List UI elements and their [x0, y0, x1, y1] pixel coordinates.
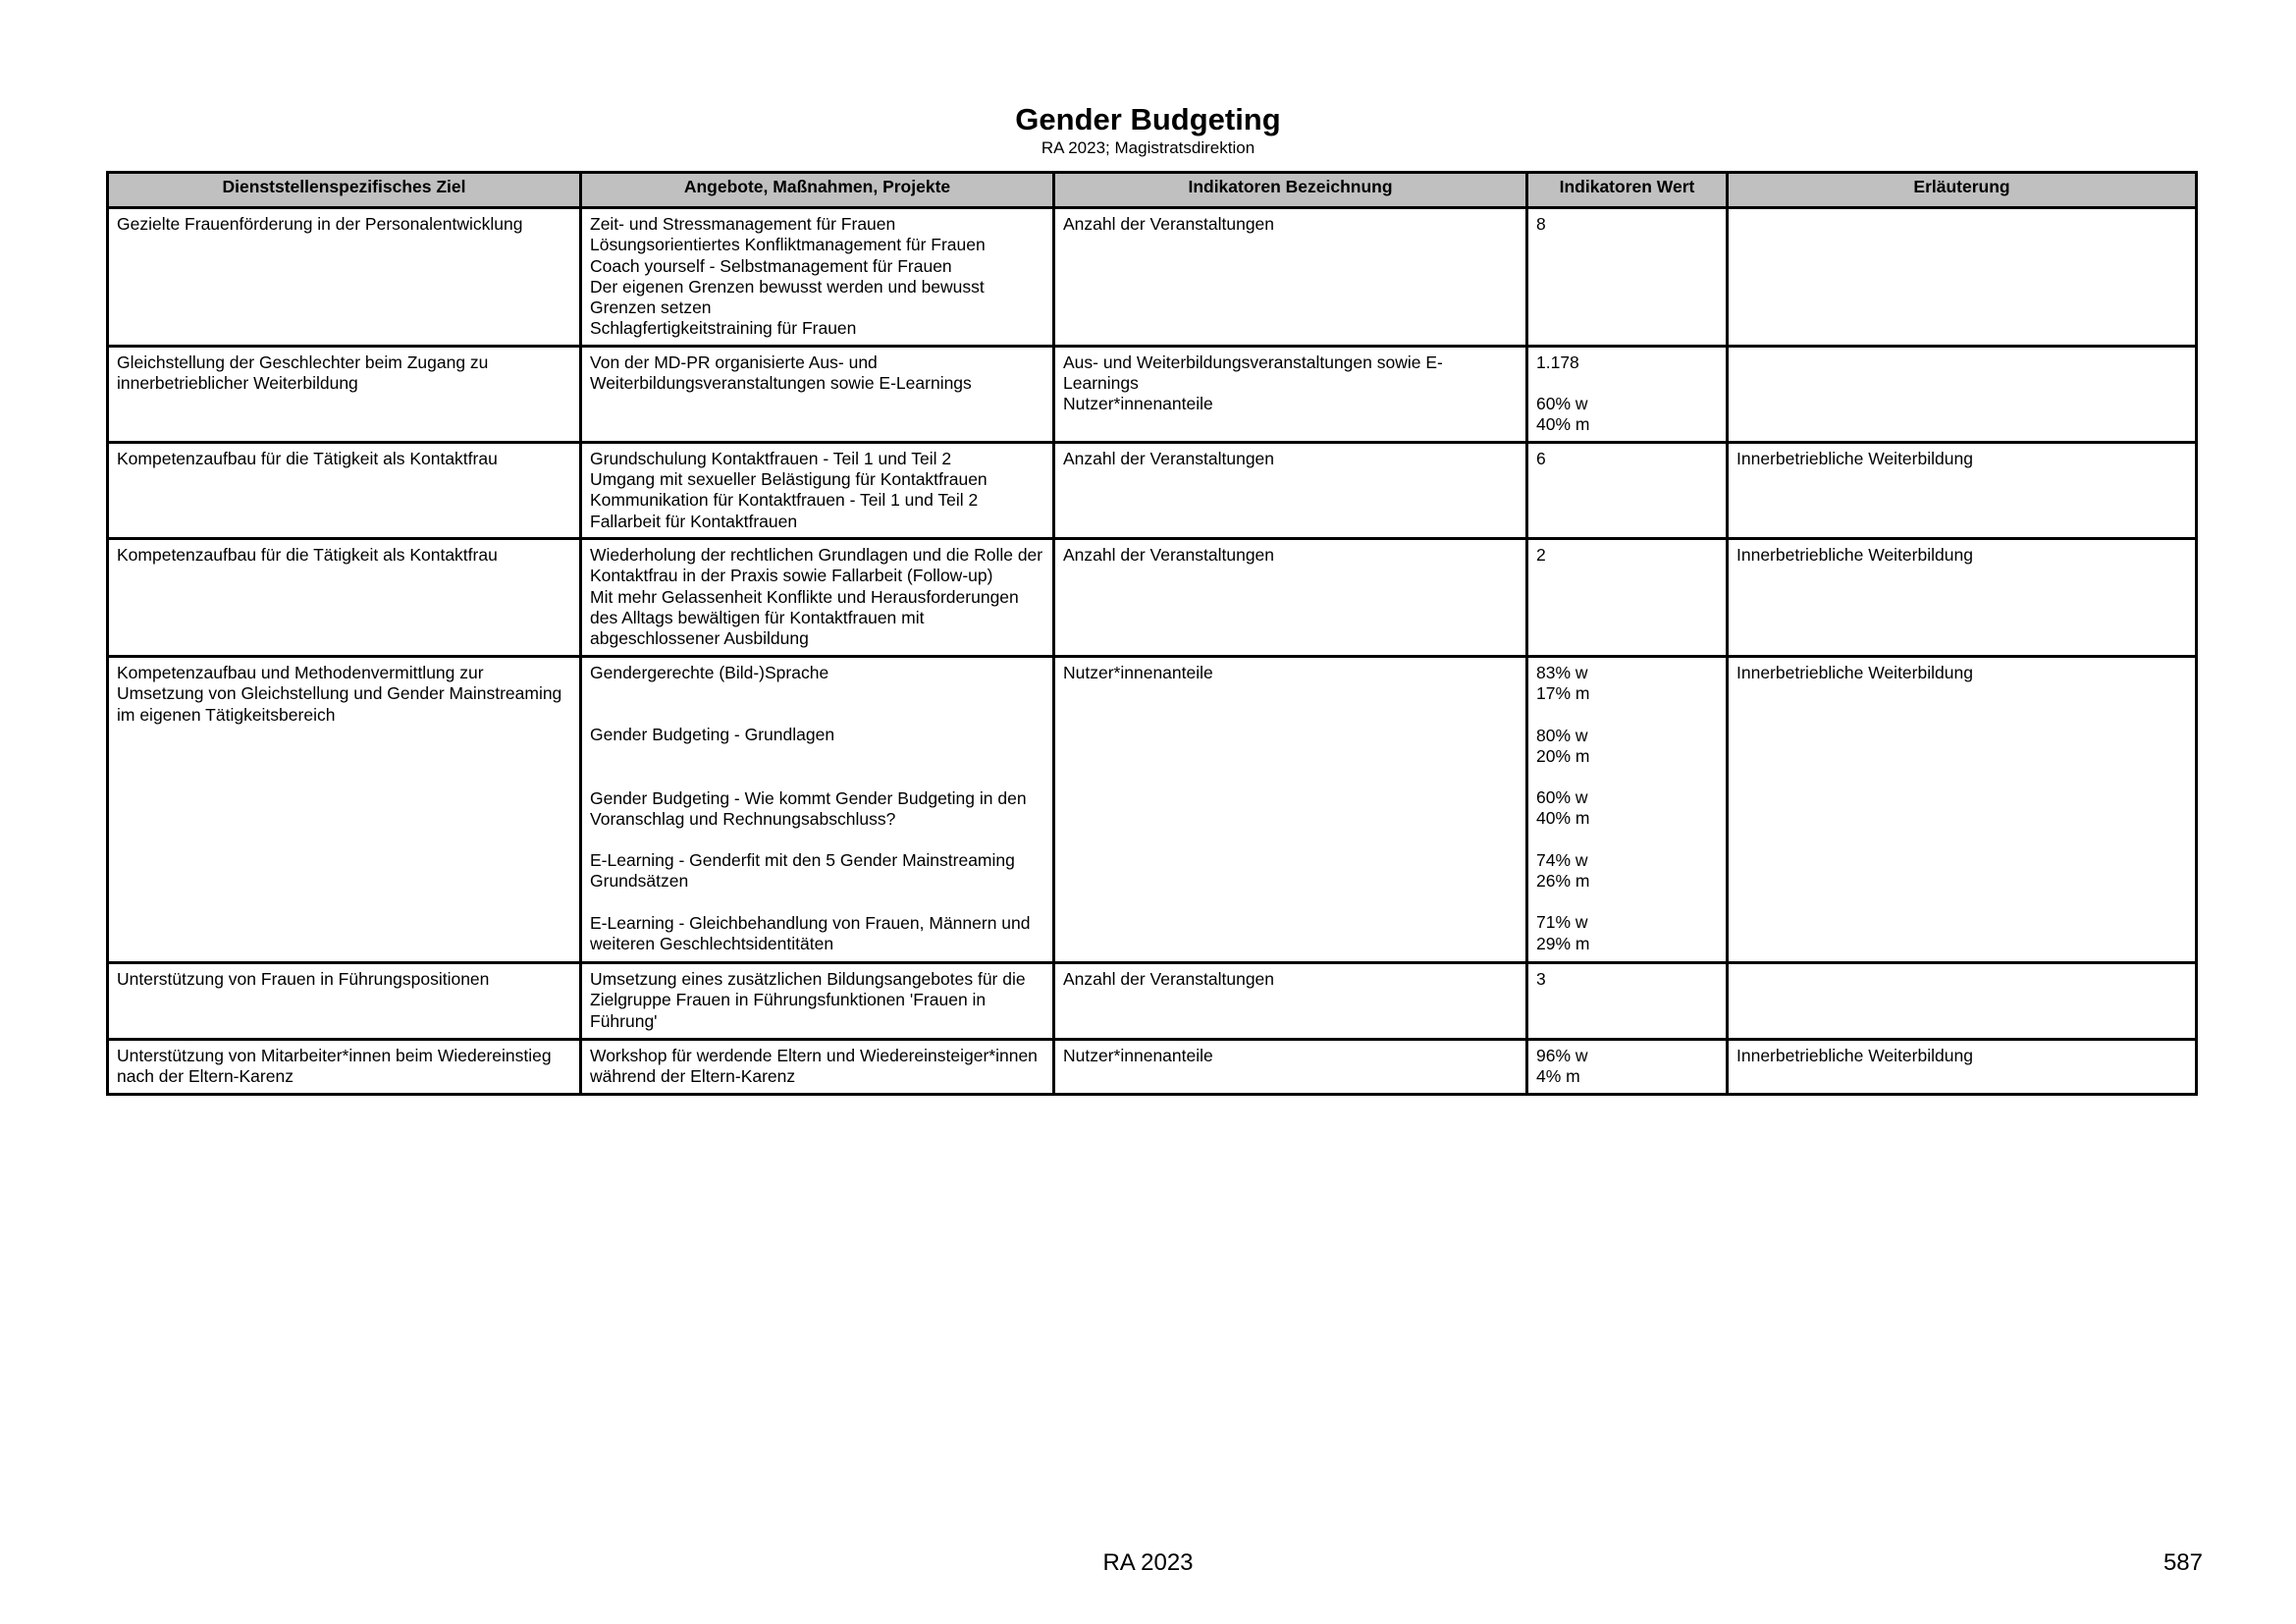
column-header-indikatoren-wert: Indikatoren Wert: [1527, 173, 1728, 208]
wert-item: 29% m: [1536, 933, 1590, 953]
wert-item: 1.178: [1536, 352, 1579, 372]
table-row: [108, 962, 2197, 1039]
angebot-item: Umsetzung eines zusätzlichen Bildungsangebotes für die Zielgruppe Frauen in Führungsfunktionen 'Frauen in Führung': [590, 968, 1026, 1031]
wert-item: 40% m: [1536, 414, 1590, 435]
bezeichnung-item: Nutzer*innenanteile: [1063, 1045, 1213, 1065]
wert-item: 60% w: [1536, 394, 1588, 414]
cell-wert: [1527, 208, 1728, 347]
column-header-indikatoren-bezeichnung: Indikatoren Bezeichnung: [1054, 173, 1527, 208]
angebot-item: Mit mehr Gelassenheit Konflikte und Herausforderungen des Alltags bewältigen für Kontaktfrauen mit abgeschlossener Ausbildung: [590, 586, 1019, 649]
wert-item: 80% w: [1536, 725, 1588, 745]
cell-erlaeuterung: [1728, 208, 2197, 347]
table-row: [108, 442, 2197, 538]
table-row: [108, 656, 2197, 962]
column-header-erlaeuterung: Erläuterung: [1728, 173, 2197, 208]
cell-ziel: Unterstützung von Mitarbeiter*innen beim Wiedereinstieg nach der Eltern-Karenz: [108, 1039, 581, 1094]
cell-ziel: Kompetenzaufbau für die Tätigkeit als Kontaktfrau: [108, 538, 581, 656]
angebot-item: Fallarbeit für Kontaktfrauen: [590, 511, 798, 531]
angebot-item: Lösungsorientiertes Konfliktmanagement für Frauen: [590, 235, 986, 255]
wert-item: 20% m: [1536, 745, 1590, 766]
angebot-item: E-Learning - Genderfit mit den 5 Gender Mainstreaming Grundsätzen: [590, 850, 1015, 892]
footer-report-label: RA 2023: [1102, 1549, 1194, 1576]
angebot-item: Kommunikation für Kontaktfrauen - Teil 1 und Teil 2: [590, 490, 979, 511]
angebot-item: Wiederholung der rechtlichen Grundlagen und die Rolle der Kontaktfrau in der Praxis sowie Fallarbeit (Follow-up): [590, 544, 1043, 586]
angebot-item: Workshop für werdende Eltern und Wiedereinsteiger*innen während der Eltern-Karenz: [590, 1045, 1038, 1087]
column-header-ziel: Dienststellenspezifisches Ziel: [108, 173, 581, 208]
cell-ziel: Unterstützung von Frauen in Führungspositionen: [108, 962, 581, 1039]
cell-angebote: [581, 538, 1054, 656]
angebot-item: Von der MD-PR organisierte Aus- und Weiterbildungsveranstaltungen sowie E-Learnings: [590, 352, 972, 394]
wert-item: 83% w: [1536, 662, 1588, 682]
cell-erlaeuterung: Innerbetriebliche Weiterbildung: [1728, 656, 2197, 962]
wert-item: 17% m: [1536, 683, 1590, 704]
column-header-angebote: Angebote, Maßnahmen, Projekte: [581, 173, 1054, 208]
angebot-item: Gendergerechte (Bild-)Sprache: [590, 662, 829, 682]
table-row: [108, 208, 2197, 347]
angebot-item: Der eigenen Grenzen bewusst werden und bewusst Grenzen setzen: [590, 276, 985, 318]
cell-wert: [1527, 346, 1728, 442]
table-row: [108, 346, 2197, 442]
cell-bezeichnung: [1054, 538, 1527, 656]
spacer: [1536, 892, 1718, 912]
bezeichnung-item: Nutzer*innenanteile: [1063, 394, 1213, 414]
cell-angebote: [581, 442, 1054, 538]
angebot-item: Gender Budgeting - Wie kommt Gender Budgeting in den Voranschlag und Rechnungsabschluss?: [590, 787, 1027, 829]
cell-wert: [1527, 538, 1728, 656]
wert-item: 8: [1536, 214, 1546, 234]
spacer: [590, 683, 1044, 725]
spacer: [1536, 373, 1718, 394]
table-header-row: [108, 173, 2197, 208]
cell-erlaeuterung: Innerbetriebliche Weiterbildung: [1728, 442, 2197, 538]
bezeichnung-item: Anzahl der Veranstaltungen: [1063, 448, 1275, 468]
spacer: [590, 830, 1044, 850]
table-row: [108, 1039, 2197, 1094]
spacer: [1536, 767, 1718, 787]
cell-bezeichnung: [1054, 208, 1527, 347]
wert-item: 4% m: [1536, 1066, 1580, 1087]
wert-item: 6: [1536, 448, 1546, 468]
cell-erlaeuterung: Innerbetriebliche Weiterbildung: [1728, 538, 2197, 656]
bezeichnung-item: Anzahl der Veranstaltungen: [1063, 968, 1275, 989]
spacer: [590, 746, 1044, 788]
wert-item: 40% m: [1536, 808, 1590, 829]
cell-angebote: [581, 346, 1054, 442]
wert-item: 26% m: [1536, 871, 1590, 892]
cell-wert: [1527, 962, 1728, 1039]
cell-angebote: [581, 962, 1054, 1039]
angebot-item: E-Learning - Gleichbehandlung von Frauen, Männern und weiteren Geschlechtsidentitäten: [590, 912, 1031, 954]
wert-item: 3: [1536, 968, 1546, 989]
wert-item: 96% w: [1536, 1045, 1588, 1065]
page-number: 587: [2163, 1549, 2203, 1576]
page-subtitle: RA 2023; Magistratsdirektion: [1041, 138, 1255, 157]
bezeichnung-item: Nutzer*innenanteile: [1063, 662, 1213, 682]
angebot-item: Coach yourself - Selbstmanagement für Frauen: [590, 255, 952, 276]
cell-erlaeuterung: [1728, 962, 2197, 1039]
angebot-item: Schlagfertigkeitstraining für Frauen: [590, 318, 857, 339]
spacer: [1536, 705, 1718, 726]
cell-wert: [1527, 442, 1728, 538]
cell-ziel: Gezielte Frauenförderung in der Personalentwicklung: [108, 208, 581, 347]
cell-wert: [1527, 656, 1728, 962]
bezeichnung-item: Anzahl der Veranstaltungen: [1063, 214, 1275, 234]
cell-ziel: Gleichstellung der Geschlechter beim Zugang zu innerbetrieblicher Weiterbildung: [108, 346, 581, 442]
cell-angebote: [581, 1039, 1054, 1094]
wert-item: 74% w: [1536, 849, 1588, 870]
cell-bezeichnung: [1054, 346, 1527, 442]
page-title: Gender Budgeting: [1015, 102, 1281, 136]
gender-budgeting-table: [106, 171, 2198, 1096]
cell-erlaeuterung: [1728, 346, 2197, 442]
cell-angebote: [581, 656, 1054, 962]
cell-erlaeuterung: Innerbetriebliche Weiterbildung: [1728, 1039, 2197, 1094]
cell-angebote: [581, 208, 1054, 347]
wert-item: 71% w: [1536, 912, 1588, 933]
cell-bezeichnung: [1054, 962, 1527, 1039]
wert-item: 60% w: [1536, 787, 1588, 808]
cell-ziel: Kompetenzaufbau und Methodenvermittlung zur Umsetzung von Gleichstellung und Gender Mainstreaming im eigenen Tätigkeitsbereich: [108, 656, 581, 962]
cell-ziel: Kompetenzaufbau für die Tätigkeit als Kontaktfrau: [108, 442, 581, 538]
cell-bezeichnung: [1054, 1039, 1527, 1094]
cell-bezeichnung: [1054, 656, 1527, 962]
angebot-item: Zeit- und Stressmanagement für Frauen: [590, 214, 896, 234]
angebot-item: Grundschulung Kontaktfrauen - Teil 1 und Teil 2: [590, 448, 952, 468]
wert-item: 2: [1536, 544, 1546, 565]
cell-wert: [1527, 1039, 1728, 1094]
bezeichnung-item: Aus- und Weiterbildungsveranstaltungen sowie E-Learnings: [1063, 352, 1443, 394]
spacer: [590, 893, 1044, 913]
angebot-item: Gender Budgeting - Grundlagen: [590, 725, 835, 745]
bezeichnung-item: Anzahl der Veranstaltungen: [1063, 544, 1275, 565]
angebot-item: Umgang mit sexueller Belästigung für Kontaktfrauen: [590, 469, 988, 490]
spacer: [1536, 830, 1718, 850]
table-row: [108, 538, 2197, 656]
cell-bezeichnung: [1054, 442, 1527, 538]
